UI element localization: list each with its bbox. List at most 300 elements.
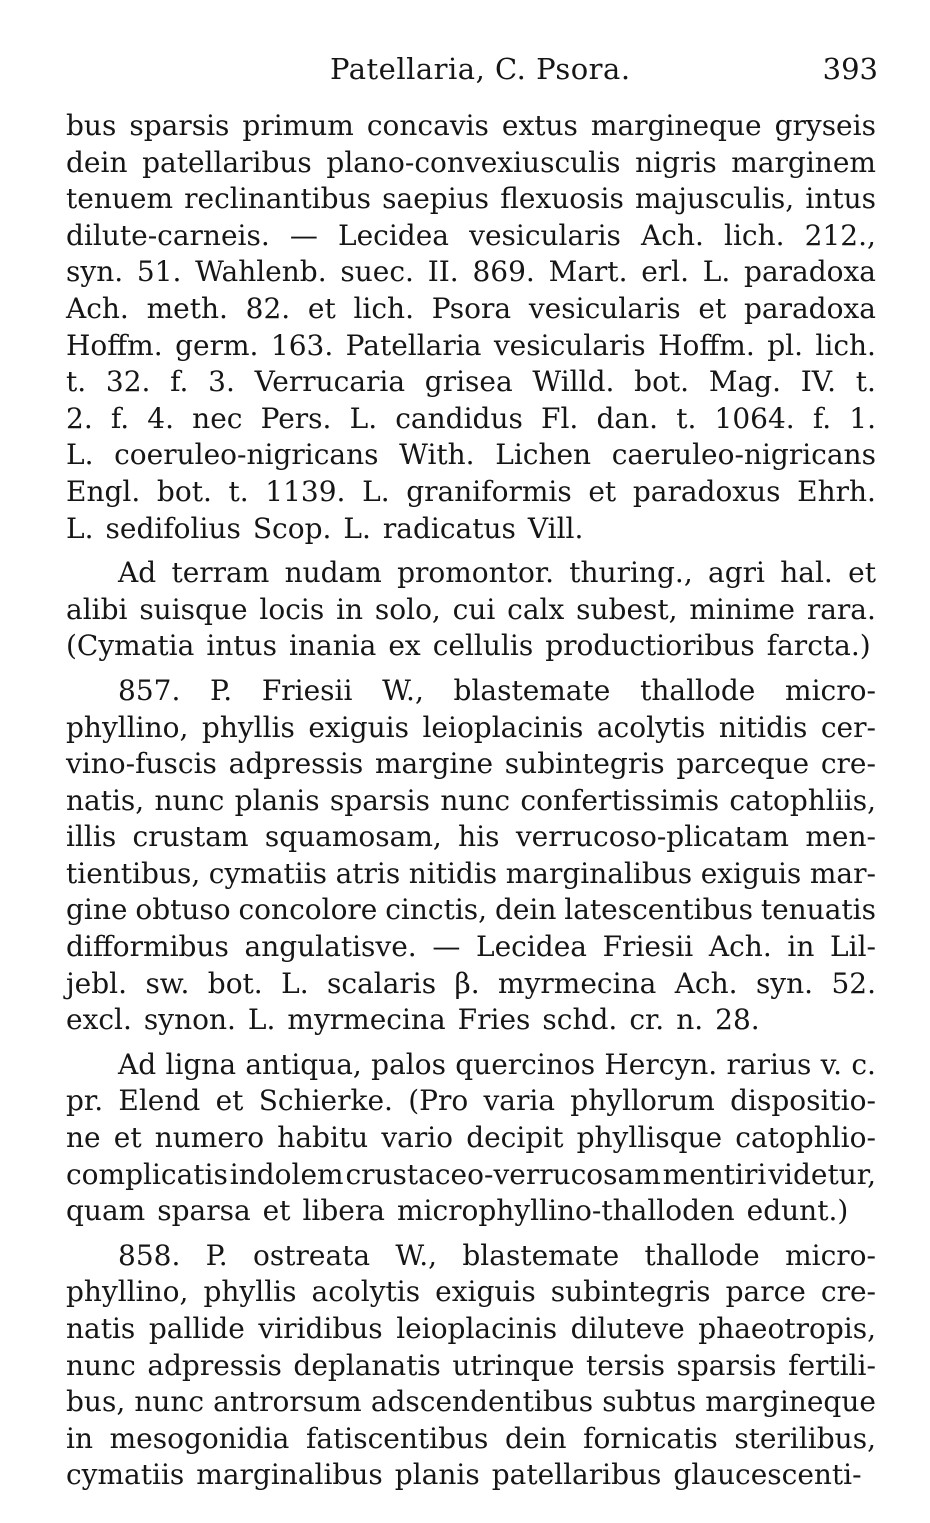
word: jebl.	[66, 966, 128, 1000]
word: ne	[66, 1121, 101, 1155]
text-line	[66, 1348, 876, 1385]
word: 869.	[472, 255, 535, 289]
word: cr.	[629, 1003, 665, 1037]
word: n.	[676, 1003, 704, 1037]
word: margineque	[590, 109, 762, 142]
word: mesogonidia	[109, 1421, 290, 1455]
word: mar-	[809, 856, 876, 890]
word: Hercyn.	[604, 1047, 718, 1081]
word: catophliis,	[729, 783, 876, 817]
word: 51.	[136, 255, 182, 289]
word: 32.	[105, 365, 151, 399]
word: planis	[394, 1458, 480, 1492]
word: 3.	[208, 365, 235, 399]
word: acolytis	[311, 1275, 421, 1309]
word: his	[458, 820, 500, 854]
word: (Cymatia	[66, 629, 195, 663]
word: grisea	[424, 365, 513, 399]
word: L.	[66, 511, 94, 545]
word: IV.	[800, 365, 837, 399]
word: Vill.	[527, 511, 584, 545]
text-line	[66, 783, 876, 820]
word: Ehrh.	[797, 474, 876, 508]
word: cer-	[820, 710, 876, 744]
word: fornicatis	[583, 1421, 718, 1455]
word: thallode	[640, 673, 756, 707]
word: phyllino,	[66, 1275, 189, 1309]
word: nunc	[66, 1348, 136, 1382]
word: minime	[689, 592, 795, 626]
word: et	[113, 1121, 142, 1155]
word: antrorsum	[213, 1385, 362, 1419]
word: subest,	[576, 592, 678, 626]
word: marginem	[731, 145, 876, 179]
word: margine	[374, 747, 494, 781]
text-line	[66, 1002, 876, 1039]
word: habitu	[277, 1121, 369, 1155]
word: mentiri	[662, 1157, 767, 1191]
word: nunc	[154, 783, 225, 817]
text-line	[66, 218, 876, 255]
word: Friesii	[261, 673, 353, 707]
word: c.	[851, 1047, 876, 1081]
word: 28.	[715, 1003, 760, 1037]
word: nitidis	[408, 856, 498, 890]
word: Mart.	[548, 255, 628, 289]
word: dein	[505, 1421, 567, 1455]
word: extus	[501, 109, 578, 142]
word: f.	[812, 401, 832, 435]
word: vesicularis	[493, 328, 646, 362]
word: syn.	[66, 255, 124, 289]
word: Friesii	[602, 930, 694, 964]
word: plano-convexiusculis	[326, 145, 621, 179]
word: terram	[171, 556, 270, 590]
word: Engl.	[66, 474, 141, 508]
text-line	[66, 437, 876, 474]
word: Lecidea	[338, 218, 449, 252]
word: et	[588, 474, 617, 508]
word: libera	[302, 1194, 385, 1228]
word: parceque	[676, 747, 810, 781]
paragraph-lecidea-synonyms	[66, 108, 876, 547]
text-line	[66, 474, 876, 511]
word: leioplacinis	[422, 710, 584, 744]
word: subtus	[602, 1385, 697, 1419]
word: Willd.	[532, 365, 615, 399]
word: dan.	[596, 401, 659, 435]
word: cre-	[820, 747, 876, 781]
word: nunc	[440, 783, 511, 817]
word: Ach.	[708, 930, 772, 964]
page-header	[0, 52, 930, 92]
paragraph-habitat-2	[66, 1047, 876, 1230]
text-line	[66, 1274, 876, 1311]
word: —	[432, 930, 461, 964]
word: candidus	[395, 401, 523, 435]
word: difformibus	[66, 930, 229, 964]
text-line	[66, 1421, 876, 1458]
word: et	[848, 556, 876, 590]
word: dein	[494, 893, 557, 927]
word: saepius	[382, 182, 490, 216]
word: obtuso	[135, 893, 231, 927]
word: squamosam,	[264, 820, 442, 854]
word: Mag.	[708, 365, 781, 399]
text-line	[66, 511, 876, 548]
word: phyllis	[203, 1275, 297, 1309]
word: Ach.	[641, 218, 704, 252]
word: adpressis	[147, 1348, 282, 1382]
word: utrinque	[452, 1348, 575, 1382]
word: t.	[66, 365, 87, 399]
word: L.	[66, 438, 94, 472]
text-line	[66, 1120, 876, 1157]
word: v.	[820, 1047, 843, 1081]
text-line	[66, 1047, 876, 1084]
word: calx	[507, 592, 565, 626]
word: primum	[242, 109, 354, 142]
word: f.	[110, 401, 130, 435]
word: graniformis	[406, 474, 572, 508]
text-line	[66, 555, 876, 592]
word: verrucoso-plicatam	[515, 820, 789, 854]
word: L.	[362, 474, 390, 508]
word: marginalibus	[196, 1458, 383, 1492]
word: intus	[206, 629, 277, 663]
word: promontor.	[397, 556, 555, 590]
word: schd.	[542, 1003, 618, 1037]
word: parce	[725, 1275, 806, 1309]
word: cre-	[820, 1275, 876, 1309]
word: β.	[454, 966, 480, 1000]
word: radicatus	[382, 511, 516, 545]
word: Ach.	[674, 966, 738, 1000]
word: lich.	[724, 218, 785, 252]
word: solo,	[374, 592, 441, 626]
word: thallode	[644, 1238, 760, 1272]
word: erl.	[641, 255, 690, 289]
word: paradoxa	[743, 291, 876, 325]
word: germ.	[175, 328, 259, 362]
word: palos	[371, 1047, 446, 1081]
running-title: Patellaria, C. Psora.	[330, 52, 631, 86]
text-line	[66, 628, 876, 665]
word: natis	[66, 1312, 136, 1345]
word: f.	[170, 365, 189, 399]
text-line	[66, 746, 876, 783]
text-line	[66, 819, 876, 856]
word: thuring.,	[569, 556, 693, 590]
word: cymatiis	[208, 856, 328, 890]
word: quercinos	[455, 1047, 596, 1081]
text-line	[66, 592, 876, 629]
word: sedifolius	[105, 511, 241, 545]
word: acolytis	[596, 710, 706, 744]
word: alibi	[66, 592, 128, 626]
word: nec	[192, 401, 243, 435]
word: indolem	[229, 1157, 344, 1191]
word: lich.	[815, 328, 876, 362]
word: flexuosis	[500, 182, 624, 216]
word: II.	[427, 255, 459, 289]
text-line	[66, 328, 876, 365]
word: inania	[288, 629, 377, 663]
text-line	[66, 673, 876, 710]
text-line	[66, 1238, 876, 1275]
word: antiqua,	[245, 1047, 362, 1081]
word: Ad	[118, 556, 157, 590]
word: agri	[708, 556, 765, 590]
text-line	[66, 254, 876, 291]
word: in	[66, 1421, 93, 1455]
word: catophlio-	[735, 1121, 876, 1155]
word: et	[698, 291, 727, 325]
word: pallide	[148, 1312, 245, 1345]
word: vino-fuscis	[66, 747, 217, 781]
word: exiguis	[308, 710, 409, 744]
word: 1064.	[714, 401, 795, 435]
word: bus	[66, 109, 117, 142]
word: subintegris	[550, 1275, 711, 1309]
word: viridibus	[258, 1312, 383, 1345]
word: gryseis	[774, 109, 876, 142]
word: quam	[66, 1194, 146, 1228]
word: exiguis	[435, 1275, 536, 1309]
text-line	[66, 929, 876, 966]
word: synon.	[143, 1003, 236, 1037]
word: nunc	[134, 1385, 205, 1419]
text-line	[66, 145, 876, 182]
word: in	[787, 930, 815, 964]
word: men-	[805, 820, 876, 854]
word: micro-	[785, 1238, 876, 1272]
word: subintegris	[504, 747, 665, 781]
word: caeruleo-nigricans	[611, 438, 876, 472]
word: 82.	[245, 291, 291, 325]
text-line	[66, 856, 876, 893]
word: sparsis	[676, 1348, 777, 1382]
word: Scop.	[252, 511, 332, 545]
word: bot.	[634, 365, 690, 399]
word: exiguis	[700, 856, 802, 890]
word: Ad	[118, 1047, 157, 1081]
word: W.,	[395, 1238, 438, 1272]
word: ostreata	[253, 1238, 371, 1272]
word: intus	[805, 182, 876, 216]
word: W.,	[382, 673, 424, 707]
word: L.	[247, 1003, 276, 1037]
word: 857.	[118, 673, 181, 707]
word: gine	[66, 893, 128, 927]
text-line	[66, 1083, 876, 1120]
word: 212.,	[804, 218, 876, 252]
word: farcta.)	[766, 629, 871, 663]
word: cui	[452, 592, 496, 626]
word: 858.	[118, 1238, 181, 1272]
word: locis	[259, 592, 325, 626]
word: Hoffm.	[66, 328, 163, 362]
word: t.	[855, 365, 876, 399]
word: 1.	[849, 401, 876, 435]
word: Hoffm.	[658, 328, 755, 362]
word: ex	[388, 629, 421, 663]
word: videtur,	[768, 1157, 876, 1191]
word: et	[215, 1084, 244, 1118]
word: phaeotropis,	[698, 1312, 876, 1345]
word: bot.	[207, 966, 263, 1000]
word: dilute-carneis.	[66, 218, 270, 252]
word: vario	[381, 1121, 454, 1155]
word: meth.	[146, 291, 228, 325]
word: varia	[483, 1084, 556, 1118]
word: hal.	[780, 556, 833, 590]
word: syn.	[755, 966, 814, 1000]
word: Patellaria	[345, 328, 482, 362]
word: blastemate	[453, 673, 611, 707]
word: margineque	[705, 1385, 876, 1419]
word: Lecidea	[475, 930, 587, 964]
word: concolore	[238, 893, 378, 927]
word: t.	[228, 474, 249, 508]
word: bot.	[156, 474, 212, 508]
word: sparsis	[329, 783, 430, 817]
word: marginalibus	[505, 856, 693, 890]
word: Ach.	[66, 291, 129, 325]
word: adscendentibus	[370, 1385, 594, 1419]
word: fatiscentibus	[305, 1421, 489, 1455]
word: 163.	[270, 328, 334, 362]
word: microphyllino-thalloden	[396, 1194, 735, 1228]
word: (Pro	[408, 1084, 469, 1118]
word: rarius	[726, 1047, 812, 1081]
word: dein	[66, 145, 128, 179]
word: vesicularis	[528, 291, 681, 325]
word: nitidis	[718, 710, 808, 744]
word: suec.	[340, 255, 414, 289]
word: With.	[399, 438, 475, 472]
word: blastemate	[462, 1238, 620, 1272]
word: paradoxus	[632, 474, 781, 508]
word: coeruleo-nigricans	[114, 438, 379, 472]
text-line	[66, 291, 876, 328]
word: pl.	[767, 328, 803, 362]
word: scalaris	[327, 966, 437, 1000]
word: P.	[210, 673, 233, 707]
word: crustam	[132, 820, 249, 854]
word: sparsa	[157, 1194, 251, 1228]
text-line	[66, 1157, 876, 1194]
word: natis,	[66, 783, 145, 817]
word: myrmecina	[498, 966, 657, 1000]
word: Lichen	[495, 438, 592, 472]
text-line	[66, 401, 876, 438]
word: in	[336, 592, 364, 626]
word: L.	[281, 966, 309, 1000]
word: excl.	[66, 1003, 132, 1037]
word: dispositio-	[730, 1084, 876, 1118]
text-line	[66, 364, 876, 401]
word: patellaribus	[491, 1458, 662, 1492]
paragraph-species-857	[66, 673, 876, 1039]
word: angulatisve.	[244, 930, 417, 964]
word: Elend	[118, 1084, 201, 1118]
word: patellaribus	[142, 145, 312, 179]
text-line	[66, 181, 876, 218]
word: productioribus	[545, 629, 755, 663]
word: numero	[154, 1121, 265, 1155]
word: suisque	[139, 592, 248, 626]
word: 52.	[831, 966, 876, 1000]
text-line	[66, 1311, 876, 1348]
word: atris	[335, 856, 401, 890]
word: 4.	[147, 401, 175, 435]
word: phyllis	[201, 710, 295, 744]
word: Verrucaria	[254, 365, 406, 399]
word: L.	[702, 255, 731, 289]
word: 1139.	[265, 474, 346, 508]
word: myrmecina	[287, 1003, 446, 1037]
word: micro-	[785, 673, 876, 707]
word: L.	[349, 401, 378, 435]
word: reclinantibus	[184, 182, 371, 216]
word: decipit	[466, 1121, 564, 1155]
word: sterilibus,	[734, 1421, 876, 1455]
word: tenuem	[66, 182, 174, 216]
word: cymatiis	[66, 1458, 185, 1492]
word: edunt.)	[746, 1194, 849, 1228]
page-body	[66, 108, 876, 1494]
word: Schierke.	[258, 1084, 393, 1118]
word: sw.	[145, 966, 190, 1000]
word: crustaceo-verrucosam	[345, 1157, 661, 1191]
word: adpressis	[228, 747, 364, 781]
word: complicatis	[66, 1157, 228, 1191]
word: ligna	[165, 1047, 237, 1081]
word: cinctis,	[385, 893, 488, 927]
word: —	[289, 218, 318, 252]
word: t.	[676, 401, 697, 435]
word: diluteve	[570, 1312, 685, 1345]
word: majusculis,	[634, 182, 795, 216]
word: phyllino,	[66, 710, 189, 744]
word: glaucescenti-	[673, 1458, 862, 1492]
word: tenuatis	[760, 893, 876, 927]
text-line	[66, 108, 876, 145]
text-line	[66, 1193, 876, 1230]
word: nudam	[284, 556, 382, 590]
paragraph-habitat-1	[66, 555, 876, 665]
word: Fries	[457, 1003, 531, 1037]
word: L.	[343, 511, 371, 545]
word: vesicularis	[469, 218, 621, 252]
word: nigris	[635, 145, 717, 179]
word: pr.	[66, 1084, 104, 1118]
page-number: 393	[822, 52, 878, 86]
word: phyllisque	[576, 1121, 723, 1155]
text-line	[66, 892, 876, 929]
word: fertili-	[788, 1348, 876, 1382]
text-line	[66, 966, 876, 1003]
word: tientibus,	[66, 856, 201, 890]
word: lich.	[353, 291, 414, 325]
word: confertissimis	[520, 783, 720, 817]
word: Pers.	[260, 401, 332, 435]
word: Lil-	[830, 930, 876, 964]
word: deplanatis	[293, 1348, 441, 1382]
word: latescentibus	[564, 893, 753, 927]
word: P.	[205, 1238, 228, 1272]
